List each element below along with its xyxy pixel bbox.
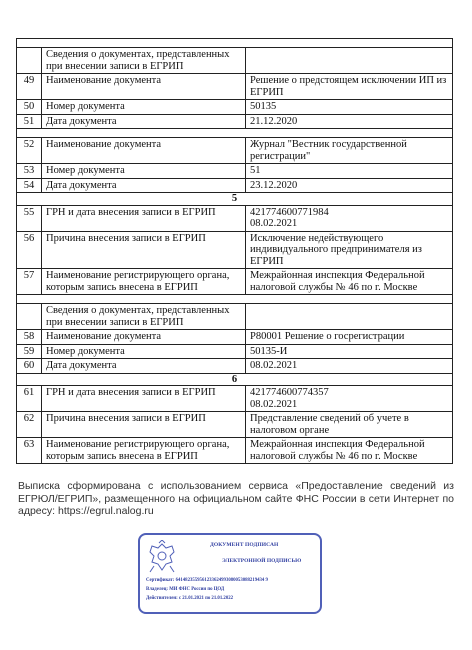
table-row <box>17 100 453 115</box>
field-label: Дата документа <box>42 359 246 374</box>
field-label: Номер документа <box>42 164 246 179</box>
electronic-signature-stamp <box>138 533 322 614</box>
section-number: 6 <box>17 373 453 386</box>
field-value <box>246 48 453 74</box>
field-value: 51 <box>246 164 453 179</box>
row-number <box>17 304 42 330</box>
table-row <box>17 386 453 412</box>
stamp-subtitle: ЭЛЕКТРОННОЙ ПОДПИСЬЮ <box>222 558 302 564</box>
row-number: 63 <box>17 438 42 464</box>
table-row <box>17 269 453 295</box>
field-label: ГРН и дата внесения записи в ЕГРИП <box>42 386 246 412</box>
field-value: Журнал "Вестник государственной регистрации" <box>246 138 453 164</box>
spacer-row <box>17 39 453 48</box>
row-number: 54 <box>17 178 42 193</box>
table-row <box>17 412 453 438</box>
row-number: 62 <box>17 412 42 438</box>
row-number: 61 <box>17 386 42 412</box>
field-label: Номер документа <box>42 100 246 115</box>
table-row <box>17 359 453 374</box>
spacer-cell <box>17 39 453 48</box>
field-label: Причина внесения записи в ЕГРИП <box>42 412 246 438</box>
stamp-title: ДОКУМЕНТ ПОДПИСАН <box>210 542 279 548</box>
row-number: 60 <box>17 359 42 374</box>
field-label: Дата документа <box>42 178 246 193</box>
field-value: 08.02.2021 <box>246 359 453 374</box>
field-label: ГРН и дата внесения записи в ЕГРИП <box>42 205 246 231</box>
row-number: 59 <box>17 344 42 359</box>
footer-note: Выписка сформирована с использованием сервиса «Предоставление сведений из ЕГРЮЛ/ЕГРИП», размещенного на официальном сайте ФНС России в сети Интернет по адресу: https://egrul.nalog.ru <box>18 480 454 517</box>
field-value: Решение о предстоящем исключении ИП из ЕГРИП <box>246 74 453 100</box>
field-value: Исключение недействующего индивидуального предпринимателя из ЕГРИП <box>246 231 453 269</box>
field-value: Межрайонная инспекция Федеральной налоговой службы № 46 по г. Москве <box>246 269 453 295</box>
stamp-owner: Владелец: МИ ФНС России по ЦОД <box>146 587 225 592</box>
section-number-row <box>17 193 453 206</box>
row-number: 53 <box>17 164 42 179</box>
field-label: Наименование регистрирующего органа, которым запись внесена в ЕГРИП <box>42 438 246 464</box>
spacer-row <box>17 129 453 138</box>
spacer-row <box>17 295 453 304</box>
field-value: 421774600774357 08.02.2021 <box>246 386 453 412</box>
field-value: Представление сведений об учете в налоговом органе <box>246 412 453 438</box>
field-value: 23.12.2020 <box>246 178 453 193</box>
section-number-row <box>17 373 453 386</box>
documents-header-row <box>17 48 453 74</box>
row-number: 56 <box>17 231 42 269</box>
field-value: Межрайонная инспекция Федеральной налоговой службы № 46 по г. Москве <box>246 438 453 464</box>
field-value: 21.12.2020 <box>246 114 453 129</box>
row-number: 50 <box>17 100 42 115</box>
spacer-cell <box>17 129 453 138</box>
stamp-certificate: Сертификат: 6414823559561233624993080053088219434 9 <box>146 578 268 583</box>
field-label: Причина внесения записи в ЕГРИП <box>42 231 246 269</box>
field-label: Номер документа <box>42 344 246 359</box>
field-value <box>246 304 453 330</box>
table-row <box>17 330 453 345</box>
field-label: Дата документа <box>42 114 246 129</box>
stamp-validity: Действителен: с 21.01.2021 по 21.01.2022 <box>146 596 234 601</box>
section-number: 5 <box>17 193 453 206</box>
field-value: 50135-И <box>246 344 453 359</box>
row-number: 57 <box>17 269 42 295</box>
field-label: Наименование регистрирующего органа, которым запись внесена в ЕГРИП <box>42 269 246 295</box>
table-row <box>17 344 453 359</box>
documents-header-row <box>17 304 453 330</box>
spacer-cell <box>17 295 453 304</box>
field-label: Сведения о документах, представленных при внесении записи в ЕГРИП <box>42 304 246 330</box>
field-value: 50135 <box>246 100 453 115</box>
field-value: Р80001 Решение о госрегистрации <box>246 330 453 345</box>
row-number: 52 <box>17 138 42 164</box>
table-row <box>17 164 453 179</box>
table-row <box>17 205 453 231</box>
row-number <box>17 48 42 74</box>
coat-of-arms-icon <box>146 540 178 574</box>
table-row <box>17 138 453 164</box>
table-row <box>17 114 453 129</box>
table-row <box>17 438 453 464</box>
table-row <box>17 178 453 193</box>
field-label: Наименование документа <box>42 330 246 345</box>
field-value: 421774600771984 08.02.2021 <box>246 205 453 231</box>
table-row <box>17 231 453 269</box>
field-label: Наименование документа <box>42 138 246 164</box>
row-number: 58 <box>17 330 42 345</box>
row-number: 55 <box>17 205 42 231</box>
row-number: 51 <box>17 114 42 129</box>
table-row <box>17 74 453 100</box>
row-number: 49 <box>17 74 42 100</box>
field-label: Наименование документа <box>42 74 246 100</box>
field-label: Сведения о документах, представленных при внесении записи в ЕГРИП <box>42 48 246 74</box>
register-extract-table <box>16 38 453 464</box>
